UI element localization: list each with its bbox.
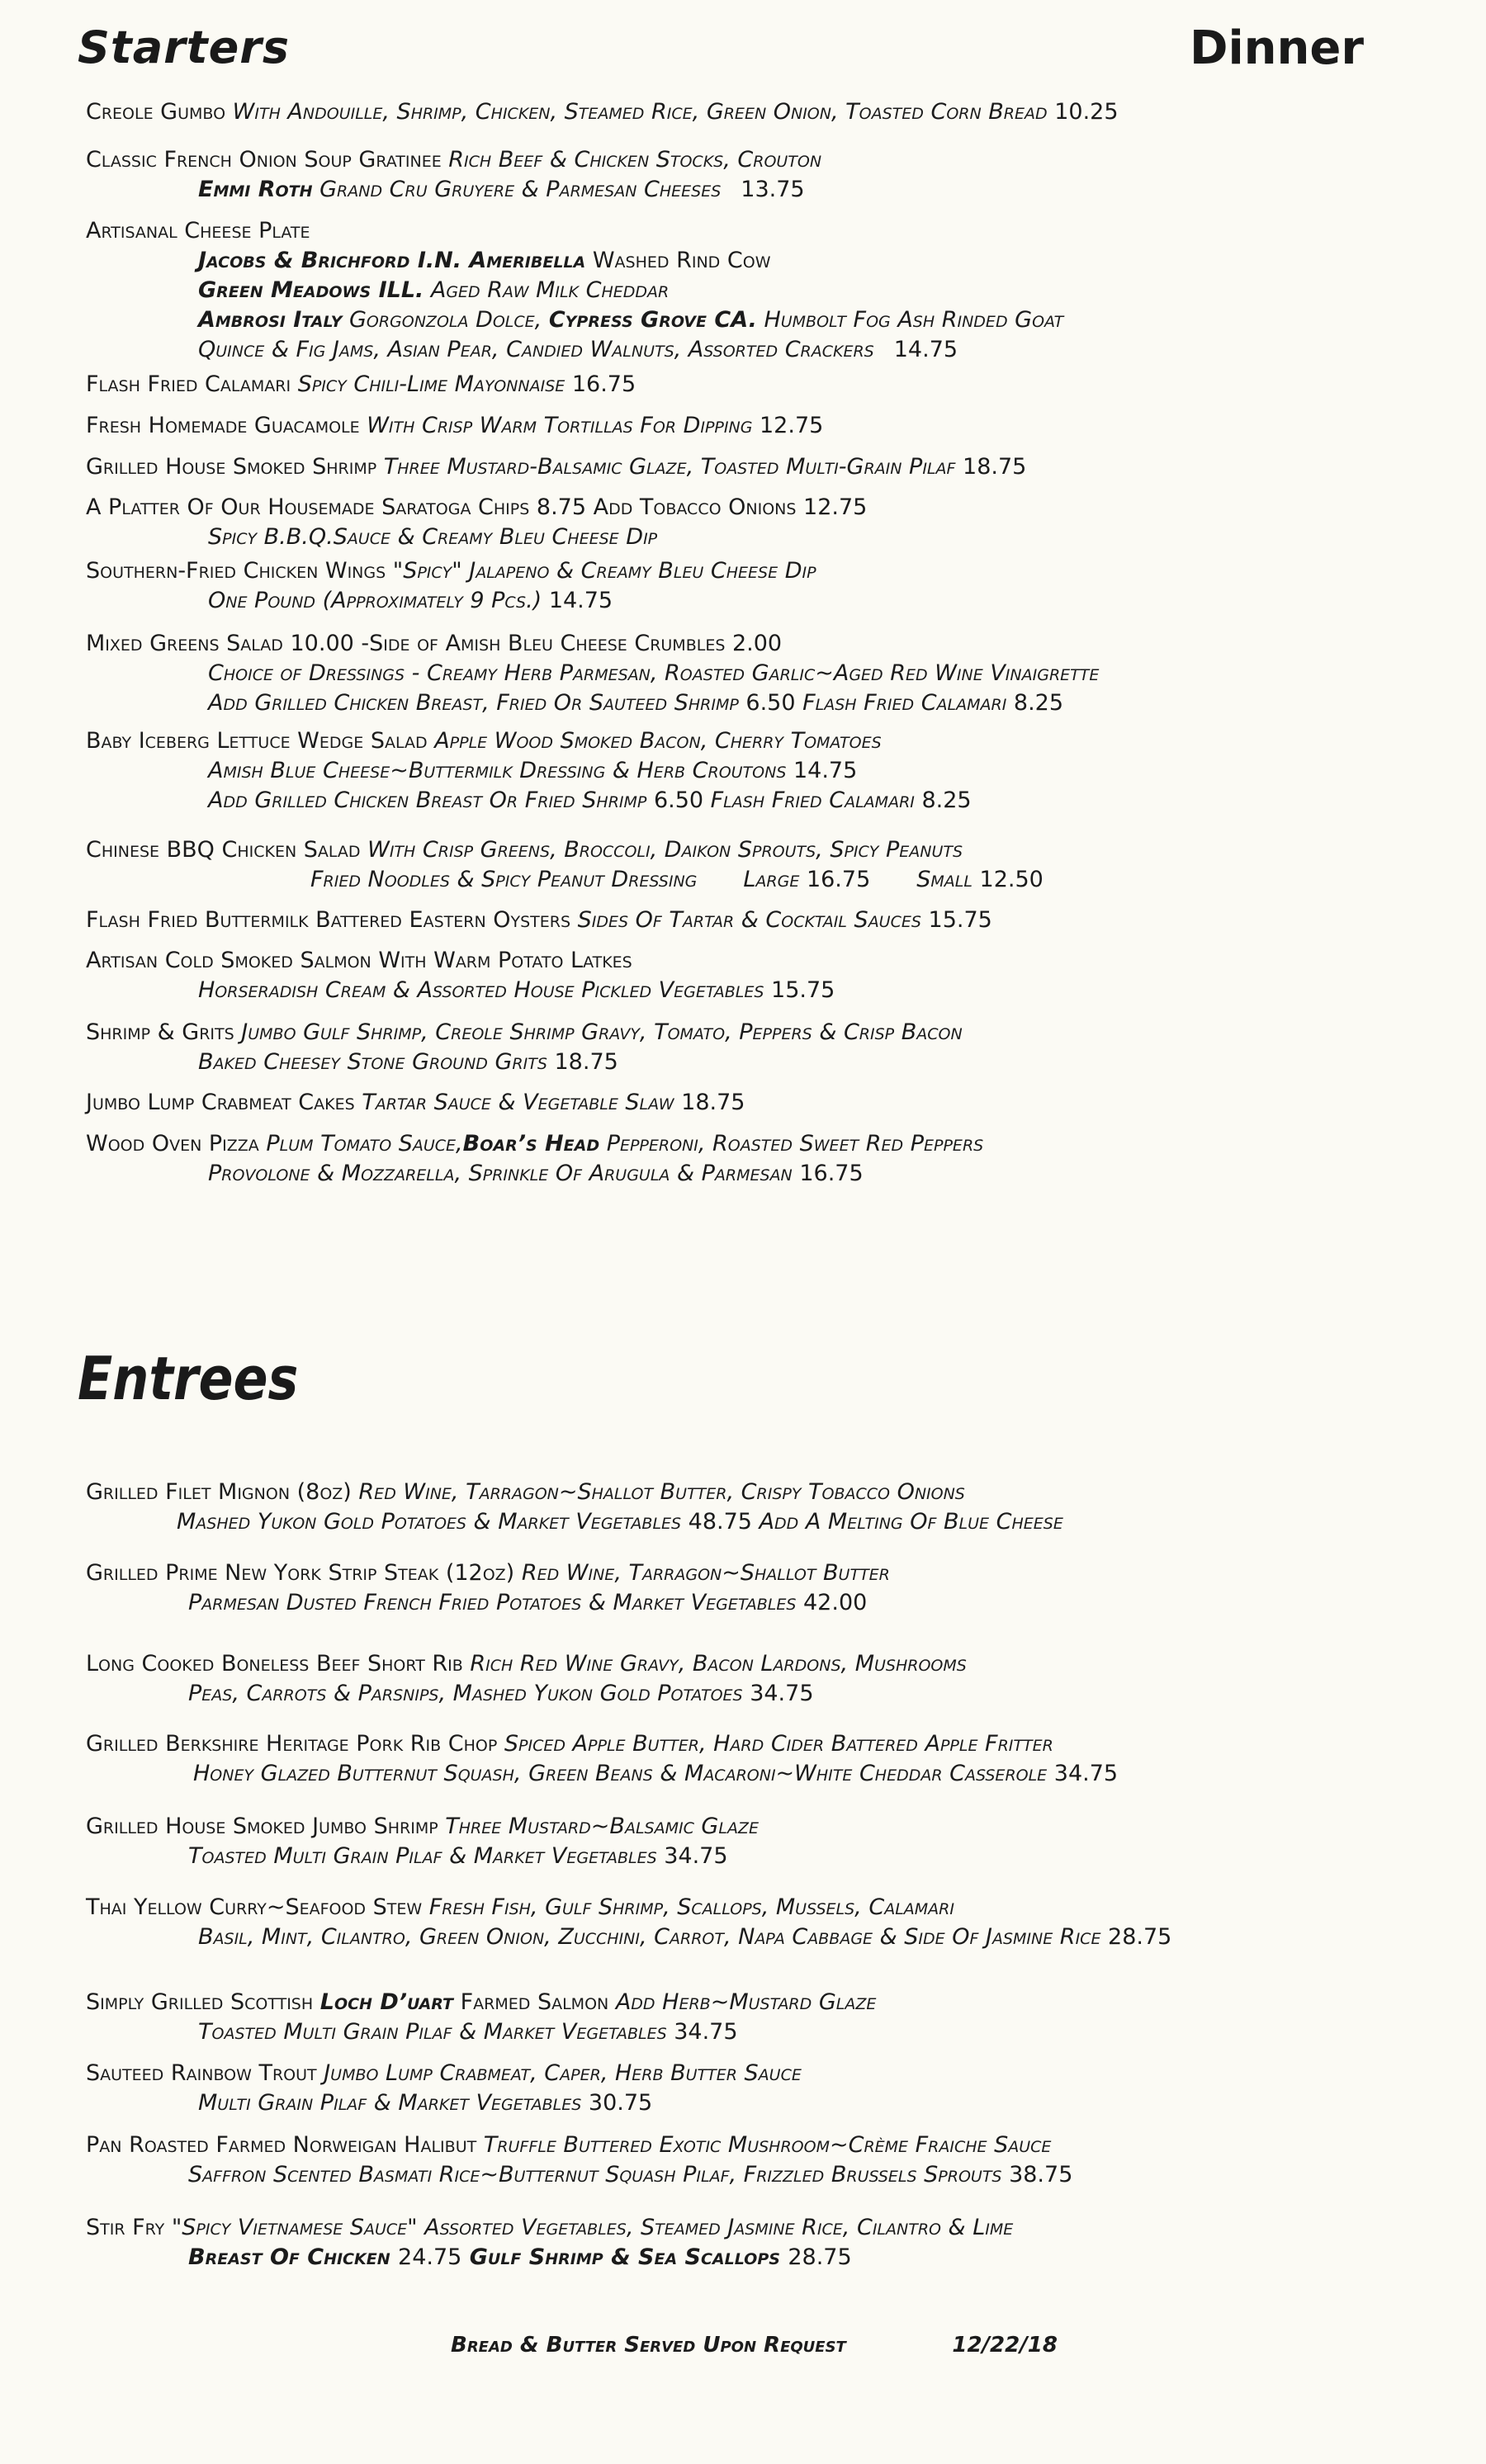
menu-item-subline — [86, 756, 972, 786]
item-description: Honey Glazed Butternut Squash, Green Beans & Macaroni~White Cheddar Casserole — [193, 1761, 1054, 1786]
item-price: 10.00 — [290, 631, 354, 656]
menu-item-subline — [86, 976, 835, 1005]
menu-item — [86, 2131, 1072, 2190]
menu-footer — [451, 2333, 1058, 2358]
menu-item — [86, 97, 1119, 127]
item-name: Grilled Filet Mignon (8oz) — [86, 1479, 352, 1505]
menu-item-line — [86, 726, 972, 756]
item-price: 14.75 — [793, 758, 858, 783]
menu-item-line — [86, 946, 835, 976]
item-description: Amish Blue Cheese~Buttermilk Dressing & Herb Croutons — [208, 758, 793, 783]
menu-item — [86, 1018, 963, 1077]
item-price: 8.25 — [1013, 690, 1064, 716]
item-description: Grand Cru Gruyere & Parmesan Cheeses — [312, 177, 722, 202]
item-description: Peas, Carrots & Parsnips, Mashed Yukon Gold Potatoes — [188, 1681, 750, 1706]
item-name: Grilled Prime New York Strip Steak (12oz) — [86, 1560, 515, 1586]
item-description: Fried Noodles & Spicy Peanut Dressing — [310, 867, 698, 892]
menu-item — [86, 629, 1099, 718]
item-price: 16.75 — [806, 867, 871, 892]
menu-item-subline — [86, 276, 1063, 305]
item-name: Long Cooked Boneless Beef Short Rib — [86, 1651, 463, 1677]
menu-item — [86, 835, 1044, 895]
item-price: 34.75 — [664, 1843, 728, 1869]
item-price: 6.50 — [745, 690, 796, 716]
menu-item-subline — [86, 786, 972, 816]
menu-item-line — [86, 2131, 1072, 2160]
menu-item-subline — [86, 1679, 967, 1709]
menu-item-line — [86, 1558, 890, 1588]
item-description: Rich Red Wine Gravy, Bacon Lardons, Mushrooms — [462, 1651, 967, 1677]
item-price: 38.75 — [1009, 2162, 1073, 2187]
menu-item — [86, 493, 867, 552]
item-name: Flash Fried Buttermilk Battered Eastern Oysters — [86, 907, 571, 933]
brand-name: Cypress Grove CA. — [548, 307, 757, 333]
item-description: Multi Grain Pilaf & Market Vegetables — [198, 2090, 589, 2116]
menu-item — [86, 1129, 983, 1189]
menu-item-subline — [86, 2088, 802, 2118]
menu-item-subline — [86, 1922, 1171, 1952]
item-description: Horseradish Cream & Assorted House Pickled Vegetables — [198, 977, 772, 1003]
brand-name: Emmi Roth — [198, 177, 313, 202]
menu-item-line — [86, 370, 636, 400]
item-description: Red Wine, Tarragon~Shallot Butter — [514, 1560, 890, 1586]
item-price: 8.25 — [921, 787, 972, 813]
item-name: Artisan Cold Smoked Salmon With Warm Potato Latkes — [86, 948, 632, 973]
item-description: Add Herb~Mustard Glaze — [608, 1989, 877, 2015]
menu-item-line — [86, 411, 823, 441]
item-description: Flash Fried Calamari — [703, 787, 922, 813]
item-description: Toasted Multi Grain Pilaf & Market Vegetables — [188, 1843, 665, 1869]
item-name: Classic French Onion Soup Gratinee — [86, 147, 442, 173]
item-name: Baby Iceberg Lettuce Wedge Salad — [86, 728, 428, 754]
menu-item-line — [86, 556, 816, 586]
item-price: 30.75 — [588, 2090, 653, 2116]
menu-item-line — [86, 493, 867, 523]
item-name: Sauteed Rainbow Trout — [86, 2060, 317, 2086]
menu-item-line — [86, 1018, 963, 1048]
brand-name: Gulf Shrimp & Sea Scallops — [461, 2244, 788, 2270]
menu-item-subline — [86, 586, 816, 616]
menu-item — [86, 1649, 967, 1709]
item-description: Flash Fried Calamari — [795, 690, 1014, 716]
item-name: Southern-Fried Chicken Wings — [86, 558, 386, 584]
item-description: Humbolt Fog Ash Rinded Goat — [756, 307, 1064, 333]
item-price: 24.75 — [398, 2244, 462, 2270]
item-price: 15.75 — [771, 977, 835, 1003]
entrees-heading: Entrees — [78, 1344, 299, 1413]
menu-item — [86, 906, 992, 935]
brand-name: Boar’s Head — [462, 1131, 600, 1156]
menu-item — [86, 1558, 890, 1618]
item-description: Quince & Fig Jams, Asian Pear, Candied Walnuts, Assorted Crackers — [198, 337, 874, 362]
menu-item-subline — [86, 1048, 963, 1077]
item-description: Aged Raw Milk Cheddar — [424, 277, 670, 303]
item-name: Flash Fried Calamari — [86, 371, 291, 397]
item-description: Choice of Dressings - Creamy Herb Parmesan, Roasted Garlic~Aged Red Wine Vinaigrette — [208, 660, 1100, 686]
menu-item-line — [86, 1893, 1171, 1922]
menu-item-subline — [86, 2160, 1072, 2190]
menu-item-line — [86, 1812, 759, 1842]
item-description: Add Grilled Chicken Breast Or Fried Shrimp — [208, 787, 654, 813]
menu-item-line — [86, 2059, 802, 2088]
item-description: Red Wine, Tarragon~Shallot Butter, Crispy Tobacco Onions — [351, 1479, 965, 1505]
item-name: Farmed Salmon — [453, 1989, 609, 2015]
item-description: Baked Cheesey Stone Ground Grits — [198, 1049, 555, 1075]
item-description: Plum Tomato Sauce, — [258, 1131, 463, 1156]
menu-item-subline — [86, 175, 821, 205]
item-name: A Platter Of Our Housemade Saratoga Chips — [86, 494, 537, 520]
menu-item-subline — [86, 305, 1063, 335]
item-price: 34.75 — [674, 2019, 738, 2045]
item-name: Washed Rind Cow — [585, 248, 771, 273]
menu-item-subline — [86, 2017, 876, 2047]
item-name: Grilled Berkshire Heritage Pork Rib Chop — [86, 1731, 498, 1757]
item-price: 48.75 — [688, 1509, 752, 1535]
item-description: Large — [743, 867, 807, 892]
item-price: 16.75 — [799, 1161, 864, 1186]
item-name: Stir Fry — [86, 2215, 165, 2240]
item-description: Sides Of Tartar & Cocktail Sauces — [570, 907, 929, 933]
menu-item-subline — [86, 335, 1063, 365]
item-price: 12.75 — [760, 413, 824, 438]
brand-name: Green Meadows ILL. — [198, 277, 424, 303]
item-description: With Crisp Greens, Broccoli, Daikon Sprouts, Spicy Peanuts — [360, 837, 963, 863]
item-description: Gorgonzola Dolce, — [342, 307, 549, 333]
brand-name: Breast Of Chicken — [188, 2244, 399, 2270]
menu-item-line — [86, 145, 821, 175]
menu-item — [86, 946, 835, 1005]
menu-item-subline — [86, 523, 867, 552]
item-description: Apple Wood Smoked Bacon, Cherry Tomatoes — [427, 728, 882, 754]
item-description: "Spicy" Jalapeno & Creamy Bleu Cheese Dip — [386, 558, 816, 584]
menu-item-line — [86, 835, 1044, 865]
menu-item — [86, 2213, 1013, 2272]
item-name: Jumbo Lump Crabmeat Cakes — [86, 1090, 355, 1115]
item-description: Add A Melting Of Blue Cheese — [751, 1509, 1063, 1535]
menu-item — [86, 1478, 1063, 1537]
item-name: Thai Yellow Curry~Seafood Stew — [86, 1894, 423, 1920]
menu-item — [86, 726, 972, 816]
item-description: Tartar Sauce & Vegetable Slaw — [354, 1090, 682, 1115]
menu-item-line — [86, 1649, 967, 1679]
item-description: Basil, Mint, Cilantro, Green Onion, Zucchini, Carrot, Napa Cabbage & Side Of Jasmine Rice — [198, 1924, 1109, 1950]
menu-item-line — [86, 1729, 1118, 1759]
item-description: One Pound (Approximately 9 Pcs.) — [208, 588, 549, 613]
item-name: Mixed Greens Salad — [86, 631, 291, 656]
item-name: Artisanal Cheese Plate — [86, 218, 310, 244]
starters-heading: Starters — [78, 21, 290, 73]
item-description: Saffron Scented Basmati Rice~Butternut Squash Pilaf, Frizzled Brussels Sprouts — [188, 2162, 1010, 2187]
menu-item-line — [86, 629, 1099, 659]
brand-name: Loch D’uart — [319, 1989, 454, 2015]
item-name: Pan Roasted Farmed Norweigan Halibut — [86, 2132, 477, 2158]
menu-item-subline — [86, 1507, 1063, 1537]
footer-note: Bread & Butter Served Upon Request — [451, 2333, 846, 2358]
menu-item-line — [86, 97, 1119, 127]
menu-item — [86, 1088, 745, 1118]
item-name: Fresh Homemade Guacamole — [86, 413, 360, 438]
item-description: Spicy B.B.Q.Sauce & Creamy Bleu Cheese Dip — [208, 524, 658, 550]
menu-item-subline — [86, 2243, 1013, 2272]
menu-item — [86, 145, 821, 205]
menu-item — [86, 556, 816, 616]
item-name: Grilled House Smoked Shrimp — [86, 454, 377, 480]
menu-item-subline — [86, 688, 1099, 718]
item-description: Jumbo Gulf Shrimp, Creole Shrimp Gravy, Tomato, Peppers & Crisp Bacon — [234, 1019, 963, 1045]
item-price: 6.50 — [653, 787, 704, 813]
item-price: 18.75 — [681, 1090, 745, 1115]
item-description: Rich Beef & Chicken Stocks, Crouton — [441, 147, 822, 173]
item-description: With Crisp Warm Tortillas For Dipping — [359, 413, 760, 438]
item-name: Add Tobacco Onions — [586, 494, 804, 520]
item-description: Spiced Apple Butter, Hard Cider Battered Apple Fritter — [497, 1731, 1053, 1757]
menu-item — [86, 216, 1063, 365]
item-price: 18.75 — [554, 1049, 618, 1075]
item-description: Pepperoni, Roasted Sweet Red Peppers — [599, 1131, 984, 1156]
item-name: Chinese BBQ Chicken Salad — [86, 837, 361, 863]
menu-item-line — [86, 1129, 983, 1159]
item-description: Truffle Buttered Exotic Mushroom~Crème Fraiche Sauce — [476, 2132, 1052, 2158]
item-description: Three Mustard~Balsamic Glaze — [438, 1814, 759, 1839]
item-price: 42.00 — [803, 1590, 868, 1615]
item-description: Parmesan Dusted French Fried Potatoes & Market Vegetables — [188, 1590, 803, 1615]
item-name: Creole Gumbo — [86, 99, 226, 125]
item-description: Toasted Multi Grain Pilaf & Market Vegetables — [198, 2019, 674, 2045]
menu-item — [86, 1729, 1118, 1789]
menu-item-line — [86, 452, 1026, 482]
menu-item-subline — [86, 659, 1099, 688]
item-price: 28.75 — [788, 2244, 852, 2270]
item-price: 34.75 — [1053, 1761, 1119, 1786]
menu-item — [86, 411, 823, 441]
item-description: Mashed Yukon Gold Potatoes & Market Vegetables — [177, 1509, 689, 1535]
item-description: Provolone & Mozzarella, Sprinkle Of Arugula & Parmesan — [208, 1161, 800, 1186]
item-price: 2.00 — [731, 631, 783, 656]
menu-item — [86, 1988, 876, 2047]
item-description: With Andouille, Shrimp, Chicken, Steamed Rice, Green Onion, Toasted Corn Bread — [225, 99, 1055, 125]
item-name: Wood Oven Pizza — [86, 1131, 259, 1156]
item-description: Fresh Fish, Gulf Shrimp, Scallops, Mussels, Calamari — [422, 1894, 954, 1920]
item-description: Three Mustard-Balsamic Glaze, Toasted Multi-Grain Pilaf — [376, 454, 963, 480]
item-description: Spicy Chili-Lime Mayonnaise — [291, 371, 572, 397]
footer-date: 12/22/18 — [952, 2333, 1058, 2358]
brand-name: Ambrosi Italy — [198, 307, 343, 333]
menu-item-subline — [86, 1842, 759, 1871]
menu-item-subline — [86, 246, 1063, 276]
item-price: 12.50 — [979, 867, 1044, 892]
item-price: 14.75 — [893, 337, 958, 362]
item-price: 34.75 — [750, 1681, 814, 1706]
item-description: Small — [916, 867, 980, 892]
item-name: Simply Grilled Scottish — [86, 1989, 320, 2015]
menu-item — [86, 1893, 1171, 1952]
menu-item-subline — [86, 1588, 890, 1618]
menu-item — [86, 452, 1026, 482]
brand-name: Jacobs & Brichford I.N. Ameribella — [198, 248, 586, 273]
menu-item-line — [86, 1088, 745, 1118]
item-description: Jumbo Lump Crabmeat, Caper, Herb Butter Sauce — [316, 2060, 802, 2086]
menu-item-line — [86, 1478, 1063, 1507]
dinner-heading: Dinner — [1189, 21, 1364, 75]
item-name: -Side of Amish Bleu Cheese Crumbles — [353, 631, 732, 656]
item-price: 12.75 — [803, 494, 868, 520]
menu-item-subline — [86, 1159, 983, 1189]
item-price: 10.25 — [1054, 99, 1119, 125]
item-price: 13.75 — [741, 177, 805, 202]
item-name: Grilled House Smoked Jumbo Shrimp — [86, 1814, 438, 1839]
item-price: 18.75 — [963, 454, 1027, 480]
menu-item-line — [86, 1988, 876, 2017]
item-price: 14.75 — [548, 588, 613, 613]
item-description: "Spicy Vietnamese Sauce" Assorted Vegetables, Steamed Jasmine Rice, Cilantro & Lime — [164, 2215, 1014, 2240]
item-price: 28.75 — [1108, 1924, 1172, 1950]
menu-item-subline — [86, 865, 1044, 895]
menu-item — [86, 1812, 759, 1871]
menu-item-line — [86, 2213, 1013, 2243]
menu-item — [86, 370, 636, 400]
menu-item-subline — [86, 1759, 1118, 1789]
menu-item-line — [86, 216, 1063, 246]
item-price: 16.75 — [571, 371, 637, 397]
item-description: Add Grilled Chicken Breast, Fried Or Sauteed Shrimp — [208, 690, 746, 716]
item-name: Shrimp & Grits — [86, 1019, 234, 1045]
item-price: 8.75 — [536, 494, 587, 520]
item-price: 15.75 — [928, 907, 992, 933]
menu-item — [86, 2059, 802, 2118]
menu-item-line — [86, 906, 992, 935]
